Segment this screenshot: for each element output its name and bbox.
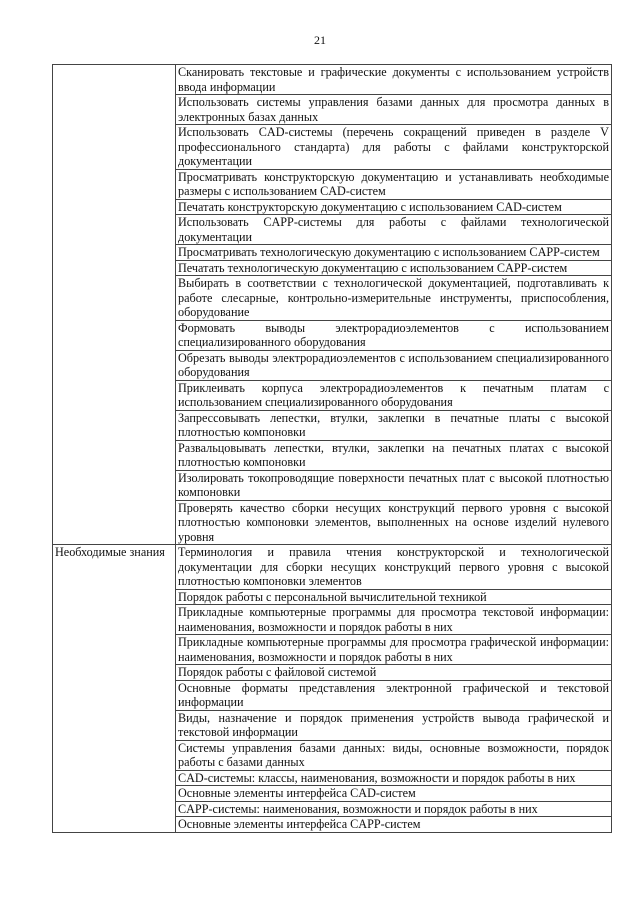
requirement-item: Обрезать выводы электрорадиоэлементов с использованием специализированного оборудования — [176, 350, 612, 380]
requirement-item: Порядок работы с персональной вычислительной техникой — [176, 589, 612, 605]
table-row — [53, 545, 612, 590]
page-number: 21 — [314, 33, 326, 47]
section-title — [53, 65, 176, 545]
requirement-item: Печатать технологическую документацию с использованием CAPP-систем — [176, 260, 612, 276]
requirement-item: Просматривать конструкторскую документацию и устанавливать необходимые размеры с использованием CAD-систем — [176, 169, 612, 199]
table-row — [53, 65, 612, 95]
requirement-item: Системы управления базами данных: виды, основные возможности, порядок работы с базами данных — [176, 740, 612, 770]
requirement-item: Изолировать токопроводящие поверхности печатных плат с высокой плотностью компоновки — [176, 470, 612, 500]
requirement-item: Формовать выводы электрорадиоэлементов с использованием специализированного оборудования — [176, 320, 612, 350]
requirement-item: Порядок работы с файловой системой — [176, 665, 612, 681]
requirement-item: Основные элементы интерфейса CAPP-систем — [176, 817, 612, 833]
requirement-item: Использовать системы управления базами данных для просмотра данных в электронных базах данных — [176, 95, 612, 125]
requirement-item: Прикладные компьютерные программы для просмотра текстовой информации: наименования, возможности и порядок работы в них — [176, 605, 612, 635]
requirements-table — [52, 64, 612, 833]
requirement-item: CAPP-системы: наименования, возможности и порядок работы в них — [176, 801, 612, 817]
requirement-item: Основные форматы представления электронной графической и текстовой информации — [176, 680, 612, 710]
requirement-item: Виды, назначение и порядок применения устройств вывода графической и текстовой информации — [176, 710, 612, 740]
requirement-item: Выбирать в соответствии с технологической документацией, подготавливать к работе слесарные, контрольно-измерительные инструменты, приспособления, оборудование — [176, 276, 612, 321]
requirement-item: Запрессовывать лепестки, втулки, заклепки в печатные платы с высокой плотностью компоновки — [176, 410, 612, 440]
requirement-item: Использовать CAPP-системы для работы с файлами технологической документации — [176, 215, 612, 245]
table-body — [53, 65, 612, 833]
requirement-item: Основные элементы интерфейса CAD-систем — [176, 786, 612, 802]
section-title: Необходимые знания — [53, 545, 176, 833]
requirement-item: Прикладные компьютерные программы для просмотра графической информации: наименования, возможности и порядок работы в них — [176, 635, 612, 665]
requirement-item: Проверять качество сборки несущих конструкций первого уровня с высокой плотностью компоновки элементов, выполненных на основе изделий нулевого уровня — [176, 500, 612, 545]
requirement-item: Просматривать технологическую документацию с использованием CAPP-систем — [176, 245, 612, 261]
requirement-item: Сканировать текстовые и графические документы с использованием устройств ввода информации — [176, 65, 612, 95]
requirement-item: Печатать конструкторскую документацию с использованием CAD-систем — [176, 199, 612, 215]
requirement-item: Использовать CAD-системы (перечень сокращений приведен в разделе V профессионального стандарта) для работы с файлами конструкторской документации — [176, 125, 612, 170]
requirement-item: Развальцовывать лепестки, втулки, заклепки на печатных платах с высокой плотностью компоновки — [176, 440, 612, 470]
requirement-item: CAD-системы: классы, наименования, возможности и порядок работы в них — [176, 770, 612, 786]
requirement-item: Приклеивать корпуса электрорадиоэлементов к печатным платам с использованием специализированного оборудования — [176, 380, 612, 410]
requirement-item: Терминология и правила чтения конструкторской и технологической документации для сборки несущих конструкций первого уровня с высокой плотностью компоновки элементов — [176, 545, 612, 590]
